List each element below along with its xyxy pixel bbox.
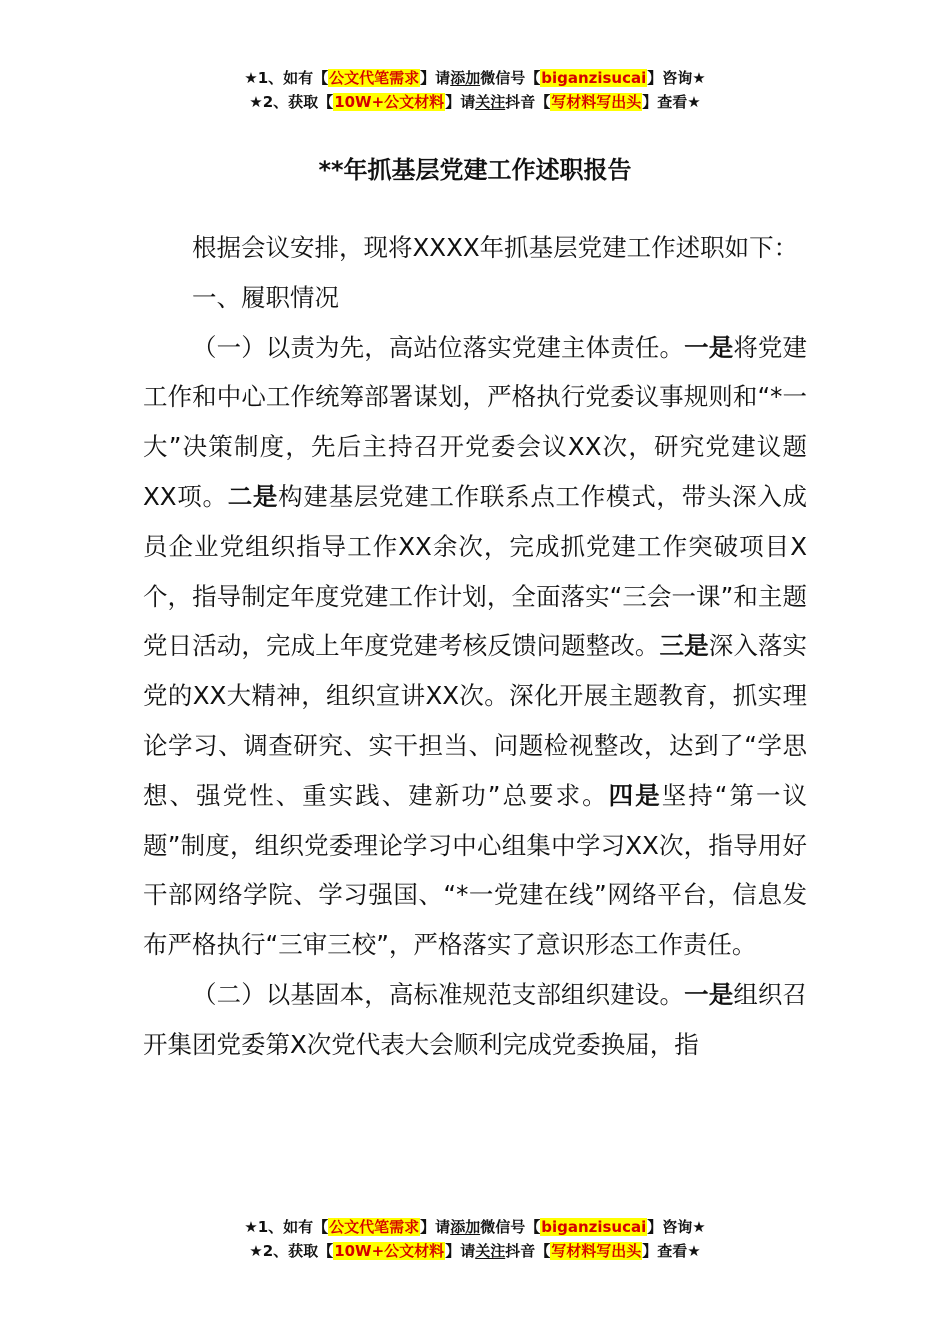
- banner-line-1: [0, 66, 950, 90]
- banner-emphasis: 关注: [475, 1242, 506, 1260]
- banner-text: ★1、如有【: [244, 69, 329, 87]
- banner-text: ★2、获取【: [249, 1242, 334, 1260]
- banner-text: 抖音【: [505, 93, 551, 111]
- banner-text: 】请: [420, 1218, 451, 1236]
- point-marker: 三是: [659, 631, 709, 661]
- document-body: [143, 223, 807, 1070]
- highlight-service: 公文代笔需求: [329, 1218, 420, 1236]
- point-text: 构建基层党建工作联系点工作模式，带头深入成员企业党组织指导工作XX余次，完成抓党建工作突破项目X个，指导制定年度党建工作计划，全面落实“三会一课”和主题党日活动，完成上年度党建考核反馈问题整改。: [143, 481, 807, 661]
- highlight-materials: 10W+公文材料: [334, 93, 445, 111]
- highlight-douyin-id: 写材料写出头: [551, 1242, 642, 1260]
- banner-text: 】咨询★: [647, 69, 706, 87]
- banner-text: 】查看★: [642, 93, 701, 111]
- banner-line-2: [0, 90, 950, 114]
- section-heading: 一、履职情况: [192, 282, 339, 312]
- highlight-wechat-id: biganzisucai: [541, 69, 647, 87]
- point-text: 深入落实党的XX大精神，组织宣讲XX次。深化开展主题教育，抓实理论学习、调查研究、实干担当、问题检视整改，达到了“学思想、强党性、重实践、建新功”总要求。: [143, 631, 808, 810]
- point-marker: 四是: [608, 780, 662, 810]
- banner-text: ★2、获取【: [249, 93, 334, 111]
- banner-emphasis: 添加: [450, 69, 481, 87]
- highlight-service: 公文代笔需求: [329, 69, 420, 87]
- document-title: **年抓基层党建工作述职报告: [318, 156, 632, 184]
- highlight-materials: 10W+公文材料: [334, 1242, 445, 1260]
- banner-text: 微信号【: [480, 1218, 541, 1236]
- banner-line-1: [0, 1215, 950, 1239]
- banner-text: 】咨询★: [647, 1218, 706, 1236]
- intro-paragraph: 根据会议安排，现将XXXX年抓基层党建工作述职如下：: [192, 233, 799, 262]
- banner-text: ★1、如有【: [244, 1218, 329, 1236]
- banner-text: 】查看★: [642, 1242, 701, 1260]
- highlight-douyin-id: 写材料写出头: [551, 93, 642, 111]
- point-text: 坚持“第一议题”制度，组织党委理论学习中心组集中学习XX次，指导用好干部网络学院、学习强国、“*一党建在线”网络平台，信息发布严格执行“三审三校”，严格落实了意识形态工作责任。: [143, 780, 807, 960]
- banner-line-2: [0, 1239, 950, 1263]
- banner-emphasis: 添加: [450, 1218, 481, 1236]
- footer-banner: [0, 1215, 950, 1263]
- header-banner: [0, 66, 950, 114]
- banner-text: 微信号【: [480, 69, 541, 87]
- paragraph-1: [143, 323, 807, 970]
- banner-emphasis: 关注: [475, 93, 506, 111]
- highlight-wechat-id: biganzisucai: [541, 1218, 647, 1236]
- point-marker: 二是: [227, 481, 279, 511]
- point-text: 将党建工作和中心工作统筹部署谋划，严格执行党委议事规则和“*一大”决策制度，先后主持召开党委会议XX次，研究党建议题XX项。: [143, 332, 808, 511]
- banner-text: 】请: [420, 69, 451, 87]
- banner-text: 抖音【: [505, 1242, 551, 1260]
- banner-text: 】请: [445, 93, 476, 111]
- point-marker: 一是: [684, 332, 734, 362]
- paragraph-lead: （一）以责为先，高站位落实党建主体责任。: [192, 332, 685, 362]
- point-marker: 一是: [684, 979, 734, 1009]
- point-text: 组织召开集团党委第X次党代表大会顺利完成党委换届，指: [143, 979, 808, 1059]
- banner-text: 】请: [445, 1242, 476, 1260]
- paragraph-lead: （二）以基固本，高标准规范支部组织建设。: [192, 979, 685, 1009]
- paragraph-2: [143, 970, 807, 1070]
